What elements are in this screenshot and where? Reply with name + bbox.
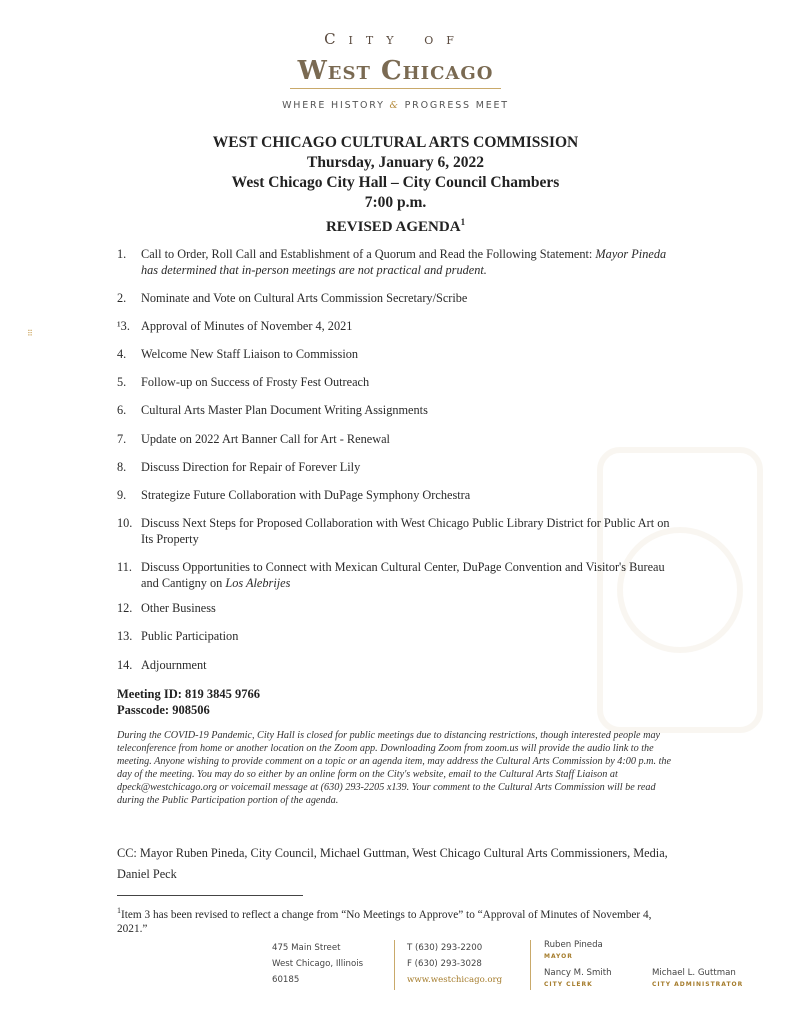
- footer-zip: 60185: [272, 975, 300, 985]
- footer-address: [272, 940, 363, 988]
- meeting-location: West Chicago City Hall – City Council Chambers: [231, 174, 560, 191]
- item-number: 8.: [117, 460, 127, 474]
- item-number: 4.: [117, 347, 127, 361]
- tagline-part-2: PROGRESS MEET: [404, 100, 509, 111]
- item-text-italic: Mayor Pineda has determined that in-person meetings are not practical and prudent.: [141, 247, 667, 277]
- letterhead-rule: [290, 88, 501, 89]
- item-text-plain: Call to Order, Roll Call and Establishment of a Quorum and Read the Following Statement:: [141, 247, 596, 261]
- item-text: Discuss Next Steps for Proposed Collaboration with West Chicago Public Library District for Public Art on Its Property: [141, 516, 670, 546]
- tagline-part-1: WHERE HISTORY: [282, 100, 385, 111]
- item-text-plain: Discuss Opportunities to Connect with Mexican Cultural Center, DuPage Convention and Visitor's Bureau and Cantigny on: [141, 560, 665, 590]
- item-number: 7.: [117, 432, 127, 446]
- commission-title: WEST CHICAGO CULTURAL ARTS COMMISSION: [212, 134, 579, 151]
- meeting-date: Thursday, January 6, 2022: [306, 154, 484, 171]
- agenda-title-footnote-mark: 1: [460, 217, 466, 227]
- item-text: Adjournment: [141, 658, 207, 672]
- covid-notice: During the COVID-19 Pandemic, City Hall is closed for public meetings due to distancing restrictions, though interested people may teleconference from home or another location on the Zoom app. Downloading Zoom from zoom.us will provide the audio link to the meeting. Anyone wishing to provide comment on a topic or an agenda item, may address the Cultural Arts Commission by 4:00 p.m. the day of the meeting. You may do so either by an online form on the City's website, email to the Cultural Arts Staff Liaison at dpeck@westchicago.org or voicemail message at (630) 293-2205 x139. Your comment to the Cultural Arts Commission will be read during the Public Participation portion of the agenda.: [117, 730, 672, 806]
- footer-phone: T (630) 293-2200: [407, 943, 483, 953]
- item-number: 5.: [117, 375, 127, 389]
- footnote-text: Item 3 has been revised to reflect a change from “No Meetings to Approve” to “Approval of Minutes of November 4, 2021.”: [117, 908, 652, 935]
- item-text: Follow-up on Success of Frosty Fest Outreach: [141, 375, 370, 389]
- agenda-title-text: REVISED AGENDA: [325, 219, 461, 235]
- item-text: Strategize Future Collaboration with DuPage Symphony Orchestra: [141, 488, 471, 502]
- footer-website-link[interactable]: www.westchicago.org: [407, 975, 503, 985]
- footer-administrator: [652, 968, 743, 990]
- admin-name: Michael L. Guttman: [652, 968, 736, 978]
- footer-contact: [407, 940, 502, 988]
- item-number: 11.: [117, 560, 132, 574]
- clerk-name: Nancy M. Smith: [544, 968, 612, 978]
- footer-officials: [544, 940, 612, 990]
- item-number: 13.: [117, 629, 133, 643]
- item-text: Welcome New Staff Liaison to Commission: [141, 347, 359, 361]
- item-number: 2.: [117, 291, 127, 305]
- item-text: Cultural Arts Master Plan Document Writing Assignments: [141, 403, 428, 417]
- item-text: Discuss Direction for Repair of Forever Lily: [141, 460, 361, 474]
- item-number: 10.: [117, 516, 133, 530]
- footer-divider: [530, 940, 531, 990]
- item-number: ¹3.: [117, 319, 130, 333]
- item-number: 12.: [117, 601, 133, 615]
- letterhead-city-of: City of: [324, 30, 467, 48]
- footnote-mark: 1: [117, 906, 121, 915]
- meeting-credentials: [117, 686, 260, 718]
- admin-role: CITY ADMINISTRATOR: [652, 981, 744, 988]
- agenda-title: [0, 217, 791, 236]
- mayor-name: Ruben Pineda: [544, 940, 603, 950]
- footnote-rule: [117, 895, 303, 896]
- meeting-time: 7:00 p.m.: [364, 194, 427, 211]
- cc-line: CC: Mayor Ruben Pineda, City Council, Michael Guttman, West Chicago Cultural Arts Commissioners, Media, Daniel Peck: [117, 846, 668, 881]
- meeting-passcode: Passcode: 908506: [117, 703, 210, 717]
- footer-fax: F (630) 293-3028: [407, 959, 482, 969]
- item-text: [141, 246, 677, 278]
- tagline-ampersand: &: [389, 100, 400, 111]
- item-text: Public Participation: [141, 629, 239, 643]
- meeting-id: Meeting ID: 819 3845 9766: [117, 687, 261, 701]
- letterhead-city-name: West Chicago: [297, 56, 494, 86]
- item-text: Approval of Minutes of November 4, 2021: [141, 319, 353, 333]
- footer-city: West Chicago, Illinois: [272, 959, 364, 969]
- item-number: 9.: [117, 488, 127, 502]
- item-text: Update on 2022 Art Banner Call for Art - Renewal: [141, 432, 390, 446]
- item-text-italic: Los Alebrijes: [225, 576, 291, 590]
- mayor-role: MAYOR: [544, 953, 573, 960]
- item-text: [141, 559, 677, 591]
- item-number: 6.: [117, 403, 127, 417]
- meeting-heading: [0, 133, 791, 213]
- footnote: [117, 904, 677, 936]
- letterhead-tagline: [0, 100, 791, 111]
- footer-street: 475 Main Street: [272, 943, 341, 953]
- item-number: 1.: [117, 247, 127, 261]
- footer-divider: [394, 940, 395, 990]
- margin-mark: ⠿: [27, 329, 33, 338]
- clerk-role: CITY CLERK: [544, 981, 593, 988]
- item-number: 14.: [117, 658, 133, 672]
- item-text: Other Business: [141, 601, 216, 615]
- item-text: Nominate and Vote on Cultural Arts Commission Secretary/Scribe: [141, 291, 468, 305]
